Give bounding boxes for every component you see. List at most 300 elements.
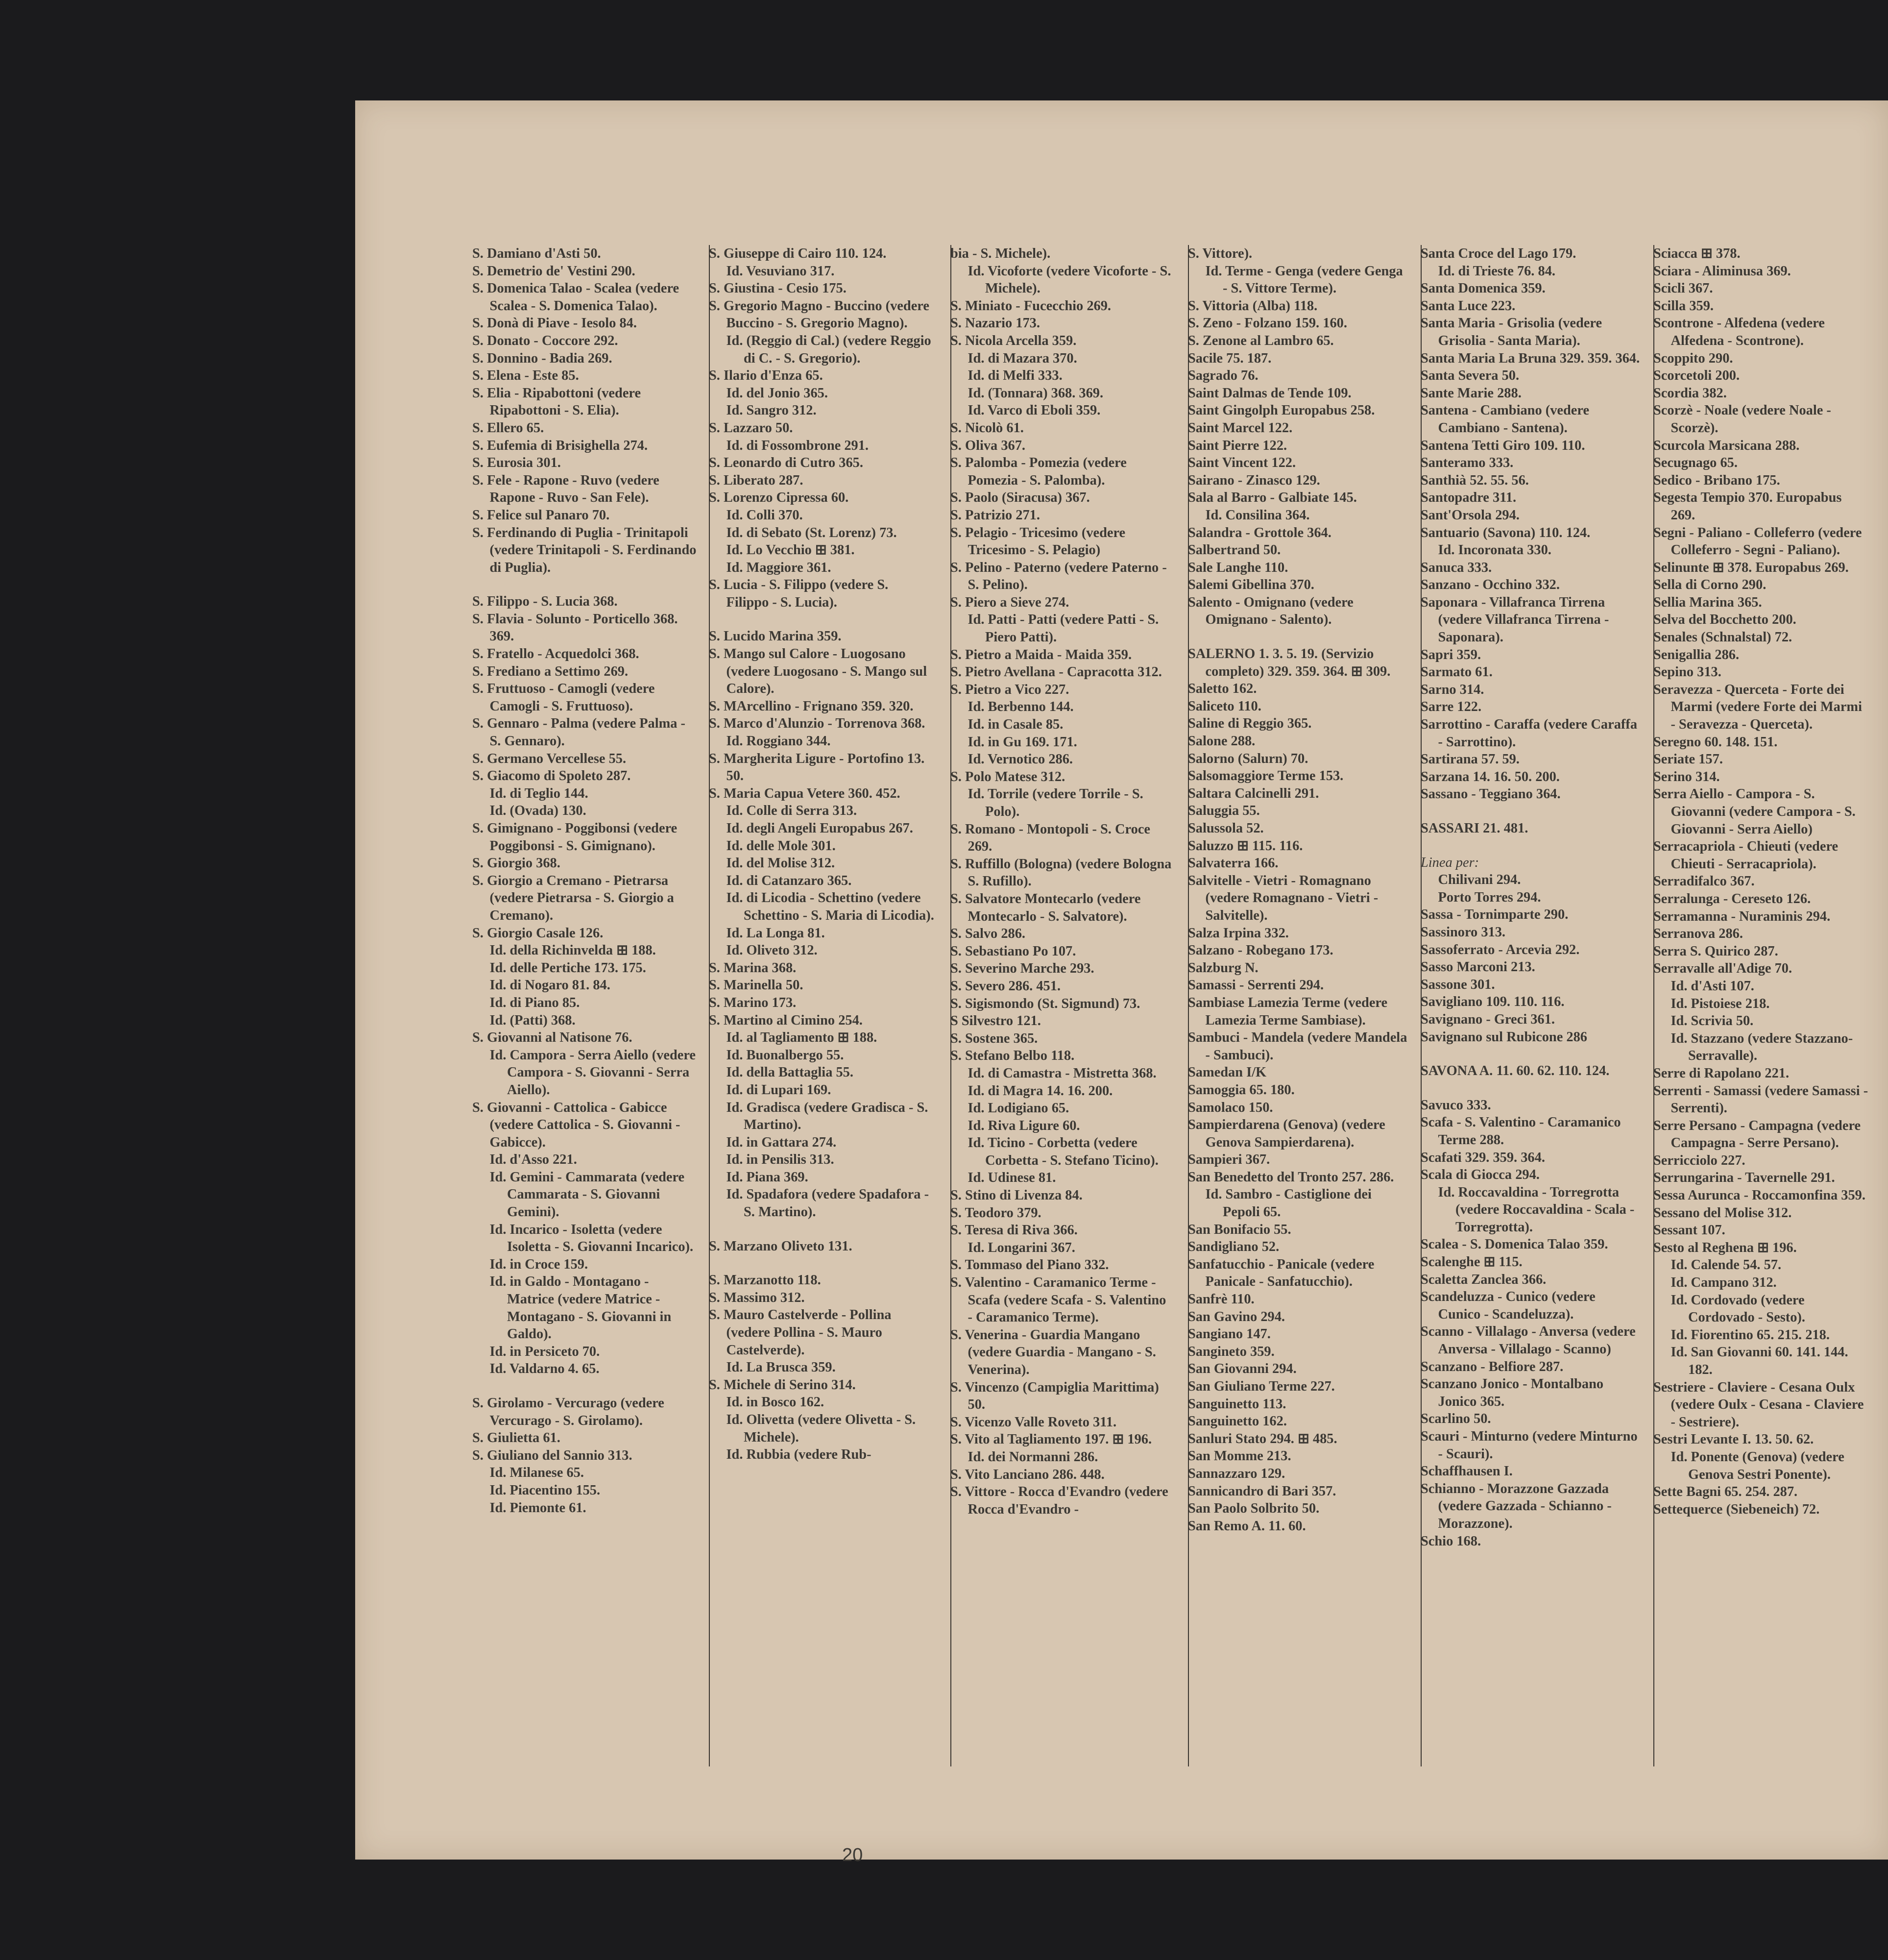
index-entry: Sandigliano 52. xyxy=(1188,1239,1280,1255)
index-entry: Santeramo 333. xyxy=(1421,455,1514,471)
index-entry: bia - S. Michele). xyxy=(950,246,1051,261)
index-column-5 xyxy=(1421,245,1641,1550)
index-entry: Id. Berbenno 144. xyxy=(968,699,1074,715)
index-entry: Sangineto 359. xyxy=(1188,1344,1275,1359)
index-entry: Sassinoro 313. xyxy=(1421,924,1506,940)
index-entry: Id. Stazzano (vedere Stazzano-Serravalle). xyxy=(1670,1030,1853,1064)
index-entry: Salbertrand 50. xyxy=(1188,542,1281,558)
index-entry: S. Pelagio - Tricesimo (vedere Tricesimo - S. Pelagio) xyxy=(950,525,1129,558)
index-entry: Salemi Gibellina 370. xyxy=(1188,577,1314,593)
index-entry: S. Gennaro - Palma (vedere Palma - S. Gennaro). xyxy=(472,716,689,749)
index-entry: Sarno 314. xyxy=(1421,682,1484,697)
index-entry: S. Leonardo di Cutro 365. xyxy=(709,455,863,471)
index-entry: Salvaterra 166. xyxy=(1188,856,1279,871)
index-entry: S. Romano - Montopoli - S. Croce 269. xyxy=(950,821,1154,855)
index-entry: Id. (Reggio di Cal.) (vedere Reggio di C. - S. Gregorio). xyxy=(726,333,935,366)
index-entry: Id. Spadafora (vedere Spadafora - S. Martino). xyxy=(726,1187,933,1220)
index-entry: S. Vito al Tagliamento 197. ⊞ 196. xyxy=(950,1432,1152,1447)
index-entry: S. Oliva 367. xyxy=(950,438,1026,453)
index-entry: Id. Vesuviano 317. xyxy=(726,263,835,279)
index-entry: Id. di Fossombrone 291. xyxy=(726,438,869,453)
index-entry: S. Eufemia di Brisighella 274. xyxy=(472,438,648,453)
index-entry: Saline di Reggio 365. xyxy=(1188,716,1312,732)
index-entry: Id. (Patti) 368. xyxy=(489,1012,576,1028)
index-entry: Id. Vicoforte (vedere Vicoforte - S. Michele). xyxy=(968,263,1175,296)
index-entry: S. Venerina - Guardia Mangano (vedere Guardia - Mangano - S. Venerina). xyxy=(950,1327,1160,1377)
index-entry: S. Giacomo di Spoleto 287. xyxy=(472,768,631,784)
index-entry: Santa Maria - Grisolia (vedere Grisolia - Santa Maria). xyxy=(1421,316,1606,348)
index-entry: Id. Gemini - Cammarata (vedere Cammarata - S. Giovanni Gemini). xyxy=(489,1169,688,1220)
index-entry: Sette Bagni 65. 254. 287. xyxy=(1653,1484,1798,1500)
index-entry: Sciacca ⊞ 378. xyxy=(1653,246,1741,261)
index-entry: S. Giovanni al Natisone 76. xyxy=(472,1030,632,1046)
index-entry: S. Severino Marche 293. xyxy=(950,961,1094,977)
index-entry: Seravezza - Querceta - Forte dei Marmi (vedere Forte dei Marmi - Seravezza - Querceta). xyxy=(1653,682,1866,733)
index-entry: Santuario (Savona) 110. 124. xyxy=(1421,525,1591,540)
index-entry: S. Girolamo - Vercurago (vedere Vercurago - S. Girolamo). xyxy=(472,1396,668,1428)
index-entry: Scorcetoli 200. xyxy=(1653,368,1740,384)
index-entry: Serramanna - Nuraminis 294. xyxy=(1653,908,1831,924)
index-entry: Id. di Mazara 370. xyxy=(968,350,1077,366)
index-entry: S. Gregorio Magno - Buccino (vedere Buccino - S. Gregorio Magno). xyxy=(709,298,933,331)
index-entry: Salzano - Robegano 173. xyxy=(1188,943,1333,958)
index-entry: Sellia Marina 365. xyxy=(1653,594,1762,610)
index-entry: Salussola 52. xyxy=(1188,821,1264,836)
index-entry: Id. di Catanzaro 365. xyxy=(726,873,852,888)
index-entry: S. Marinella 50. xyxy=(709,978,803,993)
index-entry: Sasso Marconi 213. xyxy=(1421,959,1535,975)
page-number: 20 xyxy=(842,1845,863,1865)
index-entry: Id. di Magra 14. 16. 200. xyxy=(968,1083,1113,1099)
index-entry: Saltara Calcinelli 291. xyxy=(1188,785,1319,801)
index-entry: Sannazzaro 129. xyxy=(1188,1466,1285,1481)
index-entry: Id. Consilina 364. xyxy=(1205,507,1310,523)
index-entry: S. Vittore). xyxy=(1188,246,1253,261)
index-entry: Id. Piacentino 155. xyxy=(489,1482,601,1498)
index-entry: S. Vincenzo (Campiglia Marittima) 50. xyxy=(950,1379,1162,1413)
index-entry: S. Stino di Livenza 84. xyxy=(950,1188,1083,1203)
index-entry: Salone 288. xyxy=(1188,734,1256,749)
index-entry: Sarrottino - Caraffa (vedere Caraffa - Sarrottino). xyxy=(1421,717,1641,750)
index-entry: Saint Dalmas de Tende 109. xyxy=(1188,385,1352,401)
index-entry: San Giuliano Terme 227. xyxy=(1188,1379,1335,1394)
index-entry: Saluggia 55. xyxy=(1188,803,1260,819)
index-entry: S. Elena - Este 85. xyxy=(472,368,579,384)
index-entry: Sassano - Teggiano 364. xyxy=(1421,786,1561,802)
index-entry: S. Sostene 365. xyxy=(950,1030,1038,1046)
index-entry: S. Marco d'Alunzio - Torrenova 368. xyxy=(709,716,925,732)
index-entry: Santa Maria La Bruna 329. 359. 364. xyxy=(1421,350,1640,366)
index-entry: S. Giorgio Casale 126. xyxy=(472,925,604,941)
index-entry: Savuco 333. xyxy=(1421,1097,1491,1113)
index-column-4 xyxy=(1188,245,1411,1535)
index-entry: S. Marzanotto 118. xyxy=(709,1273,821,1288)
index-entry: S. Pelino - Paterno (vedere Paterno - S. Pelino). xyxy=(950,560,1170,593)
index-entry: Serre Persano - Campagna (vedere Campagna - Serre Persano). xyxy=(1653,1118,1864,1151)
index-entry: San Paolo Solbrito 50. xyxy=(1188,1501,1320,1517)
index-entry: Id. in Gattara 274. xyxy=(726,1134,837,1150)
index-entry: Sepino 313. xyxy=(1653,664,1721,680)
index-entry: Id. Scrivia 50. xyxy=(1670,1013,1754,1029)
index-entry: Scanzano - Belfiore 287. xyxy=(1421,1359,1564,1374)
index-entry: Id. di Trieste 76. 84. xyxy=(1438,263,1555,279)
index-entry: S. Nicola Arcella 359. xyxy=(950,333,1077,348)
index-entry: S. Tommaso del Piano 332. xyxy=(950,1257,1109,1273)
index-entry: Id. Lo Vecchio ⊞ 381. xyxy=(726,542,855,558)
index-entry: Sagrado 76. xyxy=(1188,368,1259,384)
index-entry: Scilla 359. xyxy=(1653,298,1714,314)
index-entry: Seregno 60. 148. 151. xyxy=(1653,734,1778,750)
index-entry: Sante Marie 288. xyxy=(1421,385,1522,401)
index-entry: Id. del Jonio 365. xyxy=(726,385,828,401)
index-entry: Id. in Bosco 162. xyxy=(726,1395,824,1410)
index-entry: Id. Udinese 81. xyxy=(968,1170,1056,1186)
index-entry: S. Sigismondo (St. Sigmund) 73. xyxy=(950,996,1140,1011)
index-entry: Sartirana 57. 59. xyxy=(1421,752,1520,767)
index-entry: Sesto al Reghena ⊞ 196. xyxy=(1653,1240,1797,1255)
index-entry: S. Donnino - Badia 269. xyxy=(472,350,612,366)
index-entry: Savignano - Greci 361. xyxy=(1421,1011,1555,1027)
index-entry: S. Severo 286. 451. xyxy=(950,978,1061,994)
index-entry: S. Lazzaro 50. xyxy=(709,420,793,436)
index-entry: Saliceto 110. xyxy=(1188,698,1261,714)
book-page xyxy=(355,100,1888,1865)
index-entry: Id. di Camastra - Mistretta 368. xyxy=(968,1065,1157,1081)
index-entry: Scauri - Minturno (vedere Minturno - Scauri). xyxy=(1421,1429,1641,1462)
index-entry: Sciara - Aliminusa 369. xyxy=(1653,263,1791,279)
index-entry: S. Teodoro 379. xyxy=(950,1205,1041,1221)
index-entry: S. Margherita Ligure - Portofino 13. 50. xyxy=(709,751,928,784)
index-entry: S. MArcellino - Frignano 359. 320. xyxy=(709,698,914,714)
index-entry: Id. Cordovado (vedere Cordovado - Sesto). xyxy=(1670,1292,1808,1325)
index-entry: Scanno - Villalago - Anversa (vedere Anversa - Villalago - Scanno) xyxy=(1421,1324,1639,1357)
index-entry: S. Michele di Serino 314. xyxy=(709,1377,856,1393)
index-entry: Serra Aiello - Campora - S. Giovanni (vedere Campora - S. Giovanni - Serra Aiello) xyxy=(1653,786,1859,837)
index-entry: Id. Maggiore 361. xyxy=(726,560,831,575)
index-entry: S. Giustina - Cesio 175. xyxy=(709,281,847,296)
index-entry: Id. Buonalbergo 55. xyxy=(726,1047,844,1063)
index-entry: S. Giuliano del Sannio 313. xyxy=(472,1447,632,1463)
index-entry: S. Domenica Talao - Scalea (vedere Scalea - S. Domenica Talao). xyxy=(472,281,683,314)
index-entry: Id. dei Normanni 286. xyxy=(968,1449,1098,1465)
index-entry: Scarlino 50. xyxy=(1421,1411,1491,1427)
index-entry: Id. Ponente (Genova) (vedere Genova Sestri Ponente). xyxy=(1670,1449,1848,1482)
index-entry: Sessa Aurunca - Roccamonfina 359. xyxy=(1653,1188,1865,1203)
index-entry: S. Ruffillo (Bologna) (vedere Bologna S. Rufillo). xyxy=(950,856,1175,889)
index-entry: San Giovanni 294. xyxy=(1188,1361,1297,1377)
index-entry: S. Nazario 173. xyxy=(950,316,1040,331)
index-entry: Scaletta Zanclea 366. xyxy=(1421,1272,1547,1287)
index-entry: Id. in Pensilis 313. xyxy=(726,1152,834,1168)
index-entry: San Momme 213. xyxy=(1188,1448,1291,1464)
index-entry: Id. Campora - Serra Aiello (vedere Campora - S. Giovanni - Serra Aiello). xyxy=(489,1047,700,1098)
index-entry: S. Ilario d'Enza 65. xyxy=(709,368,823,384)
index-entry: S. Zeno - Folzano 159. 160. xyxy=(1188,316,1347,331)
index-entry: S. Pietro a Maida - Maida 359. xyxy=(950,647,1132,662)
index-entry: Scorzè - Noale (vedere Noale - Scorzè). xyxy=(1653,403,1835,436)
index-entry: Id. La Brusca 359. xyxy=(726,1360,836,1375)
index-entry: S. Pietro a Vico 227. xyxy=(950,682,1069,697)
index-entry: S. Piero a Sieve 274. xyxy=(950,594,1069,610)
index-entry: S. Flavia - Solunto - Porticello 368. 369. xyxy=(472,611,681,644)
index-entry: San Remo A. 11. 60. xyxy=(1188,1518,1306,1534)
index-entry: S. Vicenzo Valle Roveto 311. xyxy=(950,1414,1117,1430)
index-entry: Scoppito 290. xyxy=(1653,350,1733,366)
index-entry: S. Massimo 312. xyxy=(709,1290,805,1305)
index-entry: Serravalle all'Adige 70. xyxy=(1653,961,1792,977)
index-entry: San Gavino 294. xyxy=(1188,1309,1285,1324)
index-entry: Id. Varco di Eboli 359. xyxy=(968,403,1101,418)
index-entry: Serre di Rapolano 221. xyxy=(1653,1065,1790,1081)
index-entry: Sestri Levante I. 13. 50. 62. xyxy=(1653,1432,1814,1447)
index-entry: Serricciolo 227. xyxy=(1653,1152,1745,1168)
index-entry: Salento - Omignano (vedere Omignano - Salento). xyxy=(1188,594,1357,628)
index-entry: Id. in Persiceto 70. xyxy=(489,1344,600,1359)
index-entry: Salza Irpina 332. xyxy=(1188,925,1289,941)
index-entry: Scalenghe ⊞ 115. xyxy=(1421,1254,1523,1270)
index-entry: Saint Marcel 122. xyxy=(1188,420,1293,436)
index-entry: Serradifalco 367. xyxy=(1653,874,1755,889)
index-entry: Id. Oliveto 312. xyxy=(726,943,818,958)
index-entry: Id. Lodigiano 65. xyxy=(968,1101,1069,1116)
index-entry: Id. Roggiano 344. xyxy=(726,734,831,749)
index-column-1 xyxy=(472,245,698,1517)
index-entry: San Benedetto del Tronto 257. 286. xyxy=(1188,1169,1394,1185)
index-entry: Sella di Corno 290. xyxy=(1653,577,1767,593)
index-entry: Serralunga - Cereseto 126. xyxy=(1653,891,1811,906)
index-entry: Serranova 286. xyxy=(1653,926,1743,942)
index-entry: Chilivani 294. xyxy=(1438,872,1521,888)
index-column-3 xyxy=(950,245,1173,1518)
index-entry: Id. di Piano 85. xyxy=(489,995,580,1010)
index-entry: S. Lorenzo Cipressa 60. xyxy=(709,490,849,506)
index-entry: S. Demetrio de' Vestini 290. xyxy=(472,263,635,279)
index-entry: S. Felice sul Panaro 70. xyxy=(472,507,610,523)
index-entry: Id. Incoronata 330. xyxy=(1438,542,1551,558)
index-entry: Id. San Giovanni 60. 141. 144. 182. xyxy=(1670,1345,1852,1377)
index-entry: Serrungarina - Tavernelle 291. xyxy=(1653,1170,1835,1186)
index-entry: S. Valentino - Caramanico Terme - Scafa (vedere Scafa - S. Valentino - Caramanico Terme). xyxy=(950,1275,1170,1325)
index-entry: Sannicandro di Bari 357. xyxy=(1188,1483,1336,1499)
index-entry: Id. Vernotico 286. xyxy=(968,752,1073,767)
index-entry: S. Frediano a Settimo 269. xyxy=(472,663,629,679)
index-entry: Sala al Barro - Galbiate 145. xyxy=(1188,490,1357,506)
index-entry: Sambiase Lamezia Terme (vedere Lamezia Terme Sambiase). xyxy=(1188,995,1391,1028)
index-entry: Serracapriola - Chieuti (vedere Chieuti - Serracapriola). xyxy=(1653,839,1842,872)
index-entry: Id. d'Asti 107. xyxy=(1670,978,1754,994)
index-entry: Id. del Molise 312. xyxy=(726,856,835,871)
index-entry: Senigallia 286. xyxy=(1653,647,1740,662)
index-entry: Senales (Schnalstal) 72. xyxy=(1653,630,1792,645)
index-entry: Sanfatucchio - Panicale (vedere Panicale - Sanfatucchio). xyxy=(1188,1256,1378,1290)
index-entry: S. Lucido Marina 359. xyxy=(709,629,842,644)
index-entry: Santopadre 311. xyxy=(1421,490,1517,506)
index-entry: Id. d'Asso 221. xyxy=(489,1152,577,1168)
index-entry: Schio 168. xyxy=(1421,1533,1481,1549)
index-entry: Id. in Croce 159. xyxy=(489,1256,588,1272)
index-entry: Saponara - Villafranca Tirrena (vedere Villafranca Tirrena - Saponara). xyxy=(1421,594,1613,645)
index-entry: Id. in Casale 85. xyxy=(968,717,1064,733)
index-entry: Sairano - Zinasco 129. xyxy=(1188,472,1320,488)
index-entry: S. Filippo - S. Lucia 368. xyxy=(472,594,618,610)
index-entry: Salandra - Grottole 364. xyxy=(1188,525,1331,540)
index-entry: Porto Torres 294. xyxy=(1438,889,1541,905)
index-entry: Id. degli Angeli Europabus 267. xyxy=(726,821,913,836)
index-entry: S. Damiano d'Asti 50. xyxy=(472,246,601,261)
index-entry: S. Liberato 287. xyxy=(709,472,803,488)
index-entry: Schaffhausen I. xyxy=(1421,1464,1513,1479)
index-entry: Id. Milanese 65. xyxy=(489,1465,584,1481)
index-entry: Sarzana 14. 16. 50. 200. xyxy=(1421,769,1560,784)
index-entry: S. Fele - Rapone - Ruvo (vedere Rapone - Ruvo - San Fele). xyxy=(472,472,663,506)
index-entry: Sanuca 333. xyxy=(1421,560,1492,575)
index-entry: S. Giorgio 368. xyxy=(472,856,560,871)
index-entry: Sapri 359. xyxy=(1421,647,1481,662)
index-entry: Sanguinetto 162. xyxy=(1188,1414,1287,1429)
index-entry: Sedico - Bribano 175. xyxy=(1653,472,1780,488)
index-entry: S. Giovanni - Cattolica - Gabicce (vedere Cattolica - S. Giovanni - Gabicce). xyxy=(472,1100,684,1150)
index-entry: Sacile 75. 187. xyxy=(1188,350,1272,366)
index-entry: S. Lucia - S. Filippo (vedere S. Filippo - S. Lucia). xyxy=(709,577,892,610)
index-entry: S. Mauro Castelverde - Pollina (vedere Pollina - S. Mauro Castelverde). xyxy=(709,1307,895,1358)
index-entry: Id. Calende 54. 57. xyxy=(1670,1257,1782,1273)
index-entry: Id. Ticino - Corbetta (vedere Corbetta - S. Stefano Ticino). xyxy=(968,1135,1159,1168)
index-entry: Id. Colle di Serra 313. xyxy=(726,803,857,819)
index-entry: S. Teresa di Riva 366. xyxy=(950,1223,1078,1238)
index-entry: Id. di Sebato (St. Lorenz) 73. xyxy=(726,525,897,540)
index-entry: Scandeluzza - Cunico (vedere Cunico - Scandeluzza). xyxy=(1421,1289,1599,1322)
index-entry: Secugnago 65. xyxy=(1653,455,1738,471)
index-entry: Salorno (Salurn) 70. xyxy=(1188,751,1308,766)
index-entry: Id. della Battaglia 55. xyxy=(726,1065,853,1080)
index-entry: S. Polo Matese 312. xyxy=(950,769,1065,784)
index-entry: Sestriere - Claviere - Cesana Oulx (vedere Oulx - Cesana - Claviere - Sestriere). xyxy=(1653,1379,1867,1430)
index-entry: Santhià 52. 55. 56. xyxy=(1421,472,1529,488)
index-entry: Id. di Lupari 169. xyxy=(726,1082,831,1098)
index-entry: Samedan I/K xyxy=(1188,1065,1267,1080)
index-entry: Scordia 382. xyxy=(1653,385,1727,401)
index-entry: Id. (Tonnara) 368. 369. xyxy=(968,385,1104,401)
index-entry: Id. Colli 370. xyxy=(726,507,803,523)
index-entry: Saletto 162. xyxy=(1188,681,1257,697)
index-entry: S. Salvo 286. xyxy=(950,926,1026,942)
index-entry: Scicli 367. xyxy=(1653,281,1713,296)
index-entry: Saint Pierre 122. xyxy=(1188,438,1287,453)
index-entry: Serino 314. xyxy=(1653,769,1720,784)
index-entry: Sale Langhe 110. xyxy=(1188,560,1288,575)
index-entry: Id. Longarini 367. xyxy=(968,1240,1075,1255)
index-entry: Id. di Teglio 144. xyxy=(489,785,588,801)
index-entry: S. Fruttuoso - Camogli (vedere Camogli - S. Fruttuoso). xyxy=(472,681,658,714)
index-entry: S. Miniato - Fucecchio 269. xyxy=(950,298,1112,314)
index-entry: Id. Roccavaldina - Torregrotta (vedere Roccavaldina - Scala - Torregrotta). xyxy=(1438,1184,1638,1235)
index-entry: Sambuci - Mandela (vedere Mandela - Sambuci). xyxy=(1188,1030,1411,1063)
index-entry: S. Vittoria (Alba) 118. xyxy=(1188,298,1318,314)
index-entry: Santa Domenica 359. xyxy=(1421,281,1546,296)
index-entry: S. Mango sul Calore - Luogosano (vedere Luogosano - S. Mango sul Calore). xyxy=(709,646,931,697)
index-entry: Sanguinetto 113. xyxy=(1188,1396,1286,1412)
index-entry: Salzburg N. xyxy=(1188,960,1259,976)
index-entry: Saint Vincent 122. xyxy=(1188,455,1296,471)
index-entry: S. Elia - Ripabottoni (vedere Ripabottoni - S. Elia). xyxy=(472,385,645,418)
index-entry: S. Ferdinando di Puglia - Trinitapoli (vedere Trinitapoli - S. Ferdinando di Puglia). xyxy=(472,525,700,575)
index-entry: Sant'Orsola 294. xyxy=(1421,507,1520,523)
index-entry: Schianno - Morazzone Gazzada (vedere Gazzada - Schianno - Morazzone). xyxy=(1421,1481,1615,1531)
index-entry: Savignano sul Rubicone 286 xyxy=(1421,1029,1587,1045)
index-entry: Sassoferrato - Arcevia 292. xyxy=(1421,942,1580,957)
index-entry: S. Vittore - Rocca d'Evandro (vedere Rocca d'Evandro - xyxy=(950,1484,1172,1517)
index-entry: S. Fratello - Acquedolci 368. xyxy=(472,646,639,662)
index-entry: S. Paolo (Siracusa) 367. xyxy=(950,490,1090,506)
index-entry: Id. Torrile (vedere Torrile - S. Polo). xyxy=(968,786,1147,819)
index-entry: Id. Piana 369. xyxy=(726,1169,808,1185)
index-entry: Id. in Gu 169. 171. xyxy=(968,734,1077,750)
index-entry: Samolaco 150. xyxy=(1188,1100,1273,1115)
index-entry: Id. di Nogaro 81. 84. xyxy=(489,978,610,993)
index-entry: Id. Pistoiese 218. xyxy=(1670,996,1770,1011)
index-entry: Scurcola Marsicana 288. xyxy=(1653,438,1800,453)
index-entry: Scontrone - Alfedena (vedere Alfedena - Scontrone). xyxy=(1653,316,1828,348)
index-entry: Id. in Galdo - Montagano - Matrice (vedere Matrice - Montagano - S. Giovanni in Galdo). xyxy=(489,1274,675,1342)
index-entry: Sanluri Stato 294. ⊞ 485. xyxy=(1188,1431,1337,1446)
index-entry: Sanfrè 110. xyxy=(1188,1292,1255,1307)
index-entry: S. Sebastiano Po 107. xyxy=(950,943,1076,959)
index-entry: S Silvestro 121. xyxy=(950,1013,1041,1029)
index-entry: Id. Valdarno 4. 65. xyxy=(489,1361,600,1377)
index-entry: S. Nicolò 61. xyxy=(950,420,1024,436)
index-entry: Scafati 329. 359. 364. xyxy=(1421,1150,1545,1165)
index-entry: Sanzano - Occhino 332. xyxy=(1421,577,1560,593)
index-entry: Salsomaggiore Terme 153. xyxy=(1188,768,1344,784)
index-entry: Samoggia 65. 180. xyxy=(1188,1082,1295,1098)
index-entry: Selva del Bocchetto 200. xyxy=(1653,612,1796,628)
index-entry: Sampierdarena (Genova) (vedere Genova Sampierdarena). xyxy=(1188,1117,1389,1150)
index-entry: Id. Patti - Patti (vedere Patti - S. Piero Patti). xyxy=(968,612,1162,645)
index-entry: S. Zenone al Lambro 65. xyxy=(1188,333,1334,348)
index-entry: Saint Gingolph Europabus 258. xyxy=(1188,403,1375,418)
index-entry: S. Donato - Coccore 292. xyxy=(472,333,618,348)
index-entry: S. Marino 173. xyxy=(709,995,797,1010)
index-entry: Id. (Ovada) 130. xyxy=(489,803,586,819)
index-entry: San Bonifacio 55. xyxy=(1188,1222,1291,1237)
index-entry: Sangiano 147. xyxy=(1188,1326,1271,1342)
index-entry: Scafa - S. Valentino - Caramanico Terme 288. xyxy=(1421,1115,1624,1148)
index-entry: S. Vito Lanciano 286. 448. xyxy=(950,1467,1105,1482)
index-entry: Serrenti - Samassi (vedere Samassi - Serrenti). xyxy=(1653,1083,1872,1116)
index-column-2 xyxy=(709,245,934,1464)
index-entry: Id. Sangro 312. xyxy=(726,403,817,418)
index-entry: S. Germano Vercellese 55. xyxy=(472,751,627,766)
index-entry: S. Eurosia 301. xyxy=(472,455,561,471)
index-entry: Scala di Giocca 294. xyxy=(1421,1167,1540,1183)
index-entry: Scanzano Jonico - Montalbano Jonico 365. xyxy=(1421,1376,1607,1409)
index-entry: Id. di Melfi 333. xyxy=(968,368,1063,384)
index-entry: Sarre 122. xyxy=(1421,699,1482,715)
index-entry: Sampieri 367. xyxy=(1188,1152,1270,1168)
index-entry: S. Stefano Belbo 118. xyxy=(950,1048,1075,1064)
index-entry: Id. Riva Ligure 60. xyxy=(968,1118,1080,1133)
index-entry: Santena Tetti Giro 109. 110. xyxy=(1421,438,1585,453)
index-entry: S. Patrizio 271. xyxy=(950,507,1040,523)
index-entry: SALERNO 1. 3. 5. 19. (Servizio completo) 329. 359. 364. ⊞ 309. xyxy=(1188,646,1391,679)
index-entry: Santa Luce 223. xyxy=(1421,298,1516,314)
index-entry: Id. delle Mole 301. xyxy=(726,838,836,854)
index-entry: S. Marina 368. xyxy=(709,960,797,976)
index-entry: Sassa - Tornimparte 290. xyxy=(1421,907,1569,923)
index-entry: Id. Olivetta (vedere Olivetta - S. Michele). xyxy=(726,1412,920,1445)
index-entry: Id. Fiorentino 65. 215. 218. xyxy=(1670,1327,1830,1343)
index-entry: Sassone 301. xyxy=(1421,977,1495,992)
